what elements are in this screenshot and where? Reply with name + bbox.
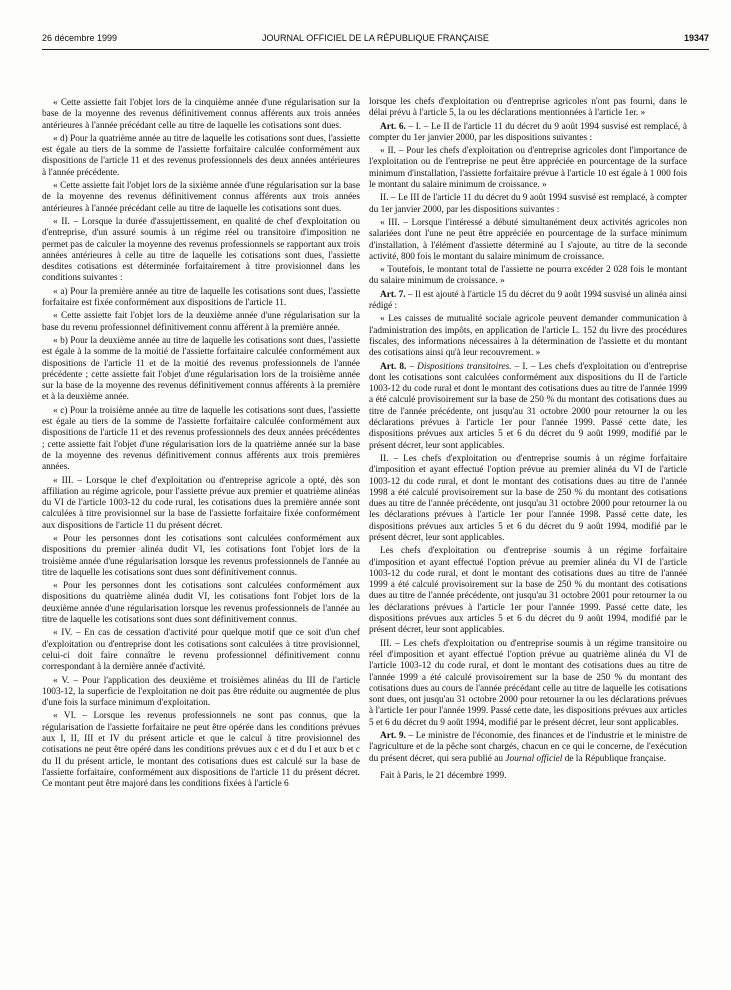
paragraph-text: Pour la première année au titre de laquelle les cotisations sont dues, l'assiette forfaitaire est fixée conformément aux dispositions de l'article 11. (42, 286, 360, 309)
paragraph: III. – Les chefs d'exploitation ou d'entreprise soumis à un régime transitoire ou réel d'imposition et ayant effectué l'option prévue au quatrième alinéa du VI de l'article 1003-12 du code rural, et dont le montant des cotisations dues au titre de l'année 1999 a été calculé provisoirement sur la base de 250 % du montant des cotisations dues au cours de l'année précédant celle au titre de laquelle les cotisations sont dues, ont jusqu'au 31 octobre 2000 pour retourner la ou les déclarations prévues à l'article 1er pour l'année 1999. Passé cette date, les dispositions prévues aux articles 5 et 6 du décret du 9 août 1994, modifié par le présent décret, leur sont applicables. (369, 638, 687, 728)
paragraph (42, 287, 360, 310)
item-lead: « d) (53, 133, 71, 144)
article-8: Art. 8. – Dispositions transitoires. – I. – Les chefs d'exploitation ou d'entreprise dont les cotisations sont calculées conformément aux dispositions du II de l'article 1003-12 du code rural et dont le montant des cotisations dues au titre de l'année 1999 a été calculé provisoirement sur la base de 250 % du montant des cotisations dues au titre de l'année précédente, ont jusqu'au 31 octobre 2000 pour retourner la ou les déclarations prévues à l'article 1er pour l'année 1999. Passé cette date, les dispositions prévues aux articles 5 et 6 du décret du 9 août 1999, modifié par le présent décret, leur sont applicables. (369, 361, 687, 451)
item-lead: « a) (53, 286, 71, 297)
article-text: – I. – Le II de l'article 11 du décret du 9 août 1994 susvisé est remplacé, à compter du 1er janvier 2000, par les dispositions suivantes : (369, 121, 687, 143)
paragraph: « Pour les personnes dont les cotisations sont calculées conformément aux dispositions du quatrième alinéa dudit VI, les cotisations font l'objet lors de la deuxième année d'une régularisation lorsque les revenus professionnels de l'année au titre de laquelle les cotisations sont dues sont définitivement connus. (42, 581, 360, 626)
paragraph: « Toutefois, le montant total de l'assiette ne pourra excéder 2 028 fois le montant du salaire minimum de croissance. » (369, 265, 687, 287)
paragraph: « III. – Lorsque l'intéressé a débuté simultanément deux activités agricoles non salariées dont l'une ne peut être appréciée en pourcentage de la surface minimum d'installation, à l'élément d'assiette déterminé au I s'ajoute, au titre de la seconde activité, 800 fois le montant du salaire minimum de croissance. (369, 217, 687, 262)
paragraph: « Pour les personnes dont les cotisations sont calculées conformément aux dispositions du premier alinéa dudit VI, les cotisations font l'objet lors de la troisième année d'une régularisation lorsque les revenus professionnels de l'année au titre de laquelle les cotisations sont dues sont définitivement connus. (42, 533, 360, 578)
paragraph: lorsque les chefs d'exploitation ou d'entreprise agricoles n'ont pas fourni, dans le délai prévu à l'article 5, la ou les déclarations mentionnées à l'article 1er. » (369, 97, 687, 119)
header-journal-title: JOURNAL OFFICIEL DE LA RÉPUBLIQUE FRANÇAISE (262, 33, 489, 43)
paragraph: « Les caisses de mutualité sociale agricole peuvent demander communication à l'administration des impôts, en application de l'article L. 152 du livre des procédures fiscales, des informations nécessaires à la détermination de l'assiette et du montant des cotisations ainsi qu'à leur recouvrement. » (369, 314, 687, 359)
paragraph: Les chefs d'exploitation ou d'entreprise soumis à un régime forfaitaire d'imposition et ayant effectué l'option prévue au premier alinéa du VI de l'article 1003-12 du code rural, et dont le montant des cotisations dues au titre de l'année 1999 a été calculé provisoirement sur la base de 250 % du montant des cotisations dues au titre de l'année précédente, ont jusqu'au 31 octobre 2001 pour retourner la ou les déclarations prévues à l'article 1er pour l'année 1999. Passé cette date, les dispositions prévues aux articles 5 et 6 du décret du 9 août 1994, modifié par le présent décret, leur sont applicables. (369, 546, 687, 636)
header-page-number: 19347 (683, 33, 709, 43)
article-7 (369, 290, 687, 313)
left-column (42, 98, 360, 958)
paragraph (42, 406, 360, 474)
item-lead: « c) (53, 405, 71, 416)
article-text: de la République française. (562, 753, 666, 764)
journal-officiel-ref: Journal officiel (505, 753, 563, 764)
item-lead: « b) (53, 335, 71, 346)
article-text: – Il est ajouté à l'article 15 du décret du 9 août 1994 susvisé un alinéa ainsi rédigé : (369, 289, 687, 312)
paragraph: « Cette assiette fait l'objet lors de la cinquième année d'une régularisation sur la base de la moyenne des revenus définitivement connus afférents aux trois années antérieures à l'année précédant celle au titre de laquelle les cotisations sont dues. (42, 98, 360, 131)
header-date: 26 décembre 1999 (42, 33, 118, 43)
article-9 (369, 731, 687, 765)
paragraph-text: Pour la deuxième année au titre de laquelle les cotisations sont dues, l'assiette est égale à la somme de la moitié de l'assiette forfaitaire calculée conformément aux dispositions de l'article 11 et de la moitié des revenus professionnels de l'année précédente ; cette assiette fait l'objet d'une régularisation lors de la troisième année sur la base de la moyenne des revenus définitivement connus afférents à la première et à la deuxième année. (42, 335, 360, 403)
paragraph: « II. – Pour les chefs d'exploitation ou d'entreprise agricoles dont l'importance de l'exploitation ou de l'entreprise ne peut être appréciée en pourcentage de la surface minimum d'installation, l'assiette forfaitaire prévue à l'article 10 est égale à 1 000 fois le montant du salaire minimum de croissance. » (369, 146, 687, 191)
paragraph: II. – Les chefs d'exploitation ou d'entreprise soumis à un régime forfaitaire d'imposition et ayant effectué l'option prévue au premier alinéa du VI de l'article 1003-12 du code rural, et dont le montant des cotisations dues au titre de l'année 1998 a été calculé provisoirement sur la base de 250 % du montant des cotisations dues au titre de l'année précédente, ont jusqu'au 31 octobre 2000 pour retourner la ou les déclarations prévues à l'article 1er pour l'année 1998. Passé cette date, les dispositions prévues aux articles 5 et 6 du décret du 9 août 1994, modifié par le présent décret, leur sont applicables. (369, 453, 687, 543)
paragraph (42, 336, 360, 404)
paragraph: « Cette assiette fait l'objet lors de la deuxième année d'une régularisation sur la base du revenu professionnel définitivement connu afférent à la première année. (42, 311, 360, 333)
article-6 (369, 122, 687, 145)
paragraph: « VI. – Lorsque les revenus professionnels ne sont pas connus, que la régularisation de l'assiette forfaitaire ne peut être opérée dans les conditions prévues aux I, II, III et IV du présent article et que le calcul à titre provisionnel des cotisations ne peut être opéré dans les conditions prévues aux c et d du I et aux b et c du II du présent article, le montant des cotisations dues est calculé sur la base de l'assiette forfaitaire, conformément aux dispositions de l'article 11 du présent décret. Ce montant peut être majoré dans les conditions fixées à l'article 6 (42, 711, 360, 790)
paragraph: « III. – Lorsque le chef d'exploitation ou d'entreprise agricole a opté, dès son affiliation au régime agricole, pour l'assiette prévue aux premier et quatrième alinéas du VI de l'article 1003-12 du code rural, les cotisations dues la première année sont calculées à titre provisionnel sur la base de l'assiette forfaitaire fixée conformément aux dispositions de l'article 11 du présent décret. (42, 475, 360, 531)
paragraph-text: Pour la quatrième année au titre de laquelle les cotisations sont dues, l'assiette est égale au tiers de la somme de l'assiette forfaitaire calculée conformément aux dispositions de l'article 11 et des revenus professionnels des deux années antérieures à l'année précédente. (42, 133, 360, 178)
paragraph: « IV. – En cas de cessation d'activité pour quelque motif que ce soit d'un chef d'exploitation ou d'entreprise dont les cotisations sont calculées à titre provisionnel, celui-ci doit faire connaître le revenu professionnel définitivement connu correspondant à la dernière année d'activité. (42, 628, 360, 673)
paragraph (42, 134, 360, 179)
article-title: Art. 6. (380, 121, 406, 132)
article-title: Art. 9. (380, 731, 406, 742)
article-subtitle: Dispositions transitoires. (417, 361, 512, 372)
paragraph: « Cette assiette fait l'objet lors de la sixième année d'une régularisation sur la base de la moyenne des revenus définitivement connus afférents aux trois années antérieures à l'année précédant celle au titre de laquelle les cotisations sont dues. (42, 181, 360, 214)
article-text: – Le ministre de l'économie, des finances et de l'industrie et le ministre de l'agriculture et de la pêche sont chargés, chacun en ce qui le concerne, de l'exécution du présent décret, qui sera publié au (369, 731, 688, 764)
paragraph-text: Pour la troisième année au titre de laquelle les cotisations sont dues, l'assiette est égale au tiers de la somme de l'assiette forfaitaire calculée conformément aux dispositions de l'article 11 et des revenus professionnels des deux années précédentes ; cette assiette fait l'objet d'une régularisation lors de la quatrième année sur la base de la moyenne des revenus définitivement connus afférents aux trois premières années. (42, 405, 360, 473)
article-title: Art. 8. (380, 361, 407, 372)
page-header (42, 33, 709, 47)
signature-date: Fait à Paris, le 21 décembre 1999. (380, 770, 507, 781)
article-text: – I. – Les chefs d'exploitation ou d'entreprise dont les cotisations sont calculées conformément aux dispositions du II de l'article 1003-12 du code rural et dont le montant des cotisations dues au titre de l'année 1999 a été calculé provisoirement sur la base de 250 % du montant des cotisations dues au titre de l'année précédente, ont jusqu'au 31 octobre 2000 pour retourner la ou les déclarations prévues à l'article 1er pour l'année 1999. Passé cette date, les dispositions prévues aux articles 5 et 6 du décret du 9 août 1999, modifié par le présent décret, leur sont applicables. (369, 361, 687, 451)
paragraph: « V. – Pour l'application des deuxième et troisièmes alinéas du III de l'article 1003-12, la superficie de l'exploitation ne doit pas être réduite ou augmentée de plus d'une fois la surface minimum d'exploitation. (42, 675, 360, 709)
right-column (369, 97, 687, 957)
paragraph: « II. – Lorsque la durée d'assujettissement, en qualité de chef d'exploitation ou d'entreprise, d'un assuré soumis à un régime réel ou transitoire d'imposition ne permet pas de calculer la moyenne des revenus professionnels se rapportant aux trois années antérieures à celle au titre de laquelle les cotisations sont dues, l'assiette desdites cotisations est déterminée forfaitairement à titre provisionnel dans les conditions suivantes : (42, 216, 360, 284)
article-title: Art. 7. (380, 289, 406, 300)
paragraph: II. – Le III de l'article 11 du décret du 9 août 1994 susvisé est remplacé, à compter du 1er janvier 2000, par les dispositions suivantes : (369, 193, 687, 215)
header-rule (42, 49, 709, 50)
